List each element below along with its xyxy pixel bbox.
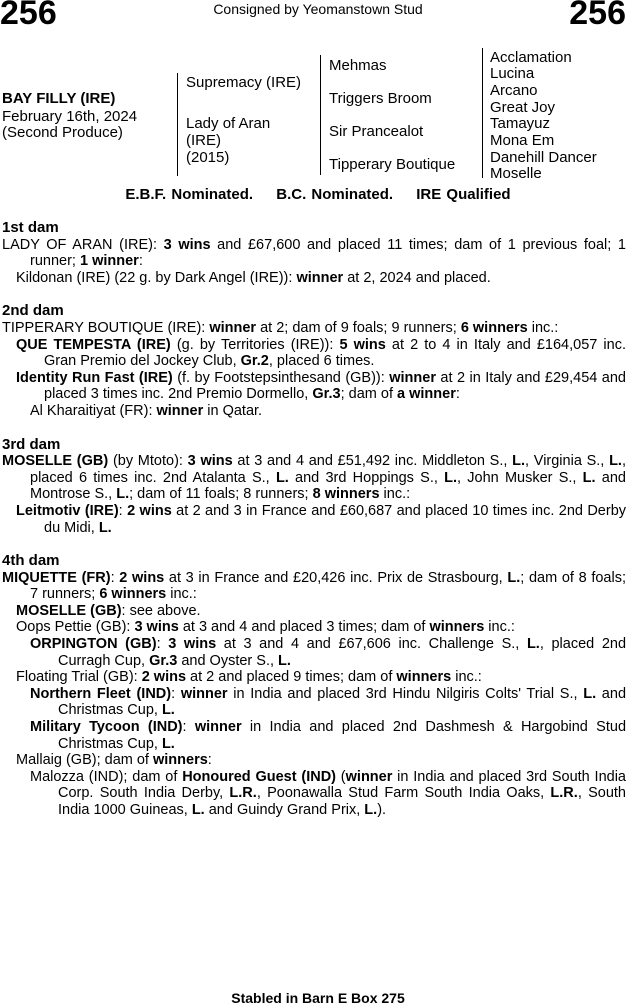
consignor: Consigned by Yeomanstown Stud: [213, 1, 423, 17]
dam-entry: [2, 603, 626, 620]
entry-text: :: [171, 685, 181, 702]
entry-text: :: [182, 719, 195, 736]
entry-bold-text: L.: [526, 636, 540, 653]
entry-text: at 2, 2024 and placed.: [343, 269, 491, 286]
entry-text: (: [336, 768, 346, 785]
entry-text: at 2; dam of 9 foals; 9 runners;: [256, 319, 461, 336]
pedigree-dam-line-3: (2015): [186, 149, 230, 166]
entry-text: ).: [377, 802, 387, 818]
dam-entry: [2, 769, 626, 819]
entry-bold-text: a winner: [397, 386, 456, 403]
pedigree-g3-1: Acclamation: [490, 49, 572, 66]
entry-text: and 3rd Hoppings S.,: [288, 469, 445, 486]
entry-bold-text: winner: [180, 685, 228, 702]
entry-text: ; dam of 11 foals; 8 runners;: [129, 486, 313, 503]
dam-entry: [2, 619, 626, 636]
dam-entry: [2, 337, 626, 370]
pedigree-g3-6: Mona Em: [490, 132, 555, 149]
section-gap: [2, 286, 626, 303]
entry-bold-text: L.: [278, 652, 291, 669]
entry-text: and Guindy Grand Prix,: [204, 802, 365, 818]
entry-text: , Virginia S.,: [525, 453, 610, 470]
dam-heading: 1st dam: [2, 219, 59, 236]
entry-bold-text: MOSELLE (GB): [16, 602, 122, 619]
dam-entry: [2, 237, 626, 270]
entry-bold-text: L.: [582, 469, 596, 486]
entry-text: inc.:: [484, 619, 515, 636]
entry-text: at 2 and 3 in France and £60,687 and placed 10 times inc. 2nd Derby du Midi,: [44, 502, 627, 536]
entry-text: :: [110, 569, 120, 586]
dam-heading: 4th dam: [2, 552, 60, 570]
entry-bold-text: L.: [364, 802, 378, 818]
dam-entry: [2, 320, 626, 337]
entry-bold-text: winner: [194, 719, 242, 736]
pedigree-sire: Supremacy (IRE): [186, 74, 302, 91]
pedigree-g2-sire-dam: Triggers Broom: [329, 90, 432, 107]
entry-bold-text: Gr.2: [240, 353, 269, 370]
nomination-ire: IRE Qualified: [416, 186, 511, 203]
entry-bold-text: Military Tycoon (IND): [30, 719, 183, 736]
entry-text: at 2 to 4 in Italy and £164,057 inc. Gran Premio del Jockey Club,: [44, 336, 626, 370]
entry-bold-text: QUE TEMPESTA (IRE): [16, 336, 171, 353]
entry-text: , South India 1000 Guineas,: [58, 785, 626, 818]
pedigree-g2-dam-dam: Tipperary Boutique: [329, 156, 456, 173]
lot-number-left: 256: [0, 0, 57, 32]
entry-text: at 2 in Italy and £29,454 and placed 3 times inc. 2nd Premio Dormello,: [44, 369, 626, 403]
entry-text: inc.:: [527, 319, 559, 336]
entry-bold-text: 3 wins: [168, 636, 217, 653]
entry-text: , placed 2nd Curragh Cup,: [58, 636, 627, 669]
horse-name: BAY FILLY (IRE): [2, 90, 116, 107]
pedigree-g3-7: Danehill Dancer: [490, 149, 597, 166]
entry-bold-text: winner: [209, 319, 257, 336]
entry-bold-text: winner: [156, 402, 204, 419]
entry-bold-text: 2 wins: [127, 502, 172, 519]
entry-text: ; dam of 8 foals; 7 runners;: [30, 569, 626, 603]
dam-entry: [2, 669, 626, 686]
entry-text: , placed 6 times.: [268, 353, 375, 370]
entry-bold-text: L.: [583, 685, 597, 702]
entry-text: in India and placed 3rd Hindu Nilgiris Colts' Trial S.,: [227, 685, 584, 702]
entry-bold-text: Gr.3: [149, 652, 178, 669]
entry-bold-text: winners: [396, 669, 452, 686]
dam-entry: [2, 270, 626, 287]
entry-bold-text: L.: [444, 469, 458, 486]
entry-bold-text: L.: [98, 519, 112, 536]
entry-text: Malozza (IND); dam of: [30, 768, 183, 785]
entry-text: :: [138, 253, 143, 270]
entry-bold-text: L.: [161, 702, 175, 719]
entry-text: and Oyster S.,: [177, 652, 279, 669]
entry-text: at 3 in France and £20,426 inc. Prix de Strasbourg,: [164, 569, 508, 586]
catalogue-body: [2, 220, 626, 819]
entry-bold-text: L.: [116, 486, 130, 503]
entry-text: in India and placed 3rd South India Corp. South India Derby,: [58, 768, 626, 802]
entry-bold-text: 5 wins: [339, 336, 386, 353]
entry-text: , placed 6 times inc. 2nd Atalanta S.,: [30, 453, 626, 486]
dam-entry: [2, 370, 626, 403]
entry-bold-text: Honoured Guest (IND): [182, 768, 336, 785]
entry-bold-text: 6 winners: [460, 319, 528, 336]
entry-text: , Poonawalla Stud Farm South India Oaks,: [256, 785, 551, 802]
entry-text: (by Mtoto):: [108, 453, 188, 470]
entry-bold-text: MOSELLE (GB): [2, 453, 109, 470]
pedigree-bracket-1: [177, 73, 178, 176]
pedigree-g3-2: Lucina: [490, 65, 535, 82]
stabling-note: Stabled in Barn E Box 275: [231, 990, 405, 1006]
entry-text: , John Musker S.,: [457, 469, 583, 486]
dam-entry: [2, 453, 626, 503]
pedigree-dam-line-1: Lady of Aran: [186, 115, 271, 132]
pedigree-bracket-3: [482, 48, 483, 178]
entry-bold-text: winners: [153, 752, 208, 769]
entry-bold-text: winners: [429, 619, 485, 636]
entry-bold-text: Leitmotiv (IRE): [16, 502, 119, 519]
nominations: [0, 186, 636, 203]
entry-text: in Qatar.: [203, 402, 263, 419]
entry-bold-text: 2 wins: [119, 569, 165, 586]
entry-bold-text: 3 wins: [187, 453, 233, 470]
entry-bold-text: L.R.: [229, 785, 257, 802]
entry-bold-text: 2 wins: [141, 669, 187, 686]
entry-text: inc.:: [451, 669, 482, 686]
entry-text: and Montrose S.,: [30, 469, 626, 503]
produce-note: (Second Produce): [2, 124, 123, 141]
entry-bold-text: ORPINGTON (GB): [30, 636, 157, 653]
entry-text: Mallaig (GB); dam of: [16, 752, 153, 769]
entry-bold-text: 1 winner: [79, 253, 139, 270]
entry-text: ; dam of: [340, 386, 398, 403]
pedigree-g3-4: Great Joy: [490, 99, 556, 116]
pedigree-dam-line-2: (IRE): [186, 132, 221, 149]
entry-bold-text: winner: [389, 369, 436, 386]
entry-text: TIPPERARY BOUTIQUE (IRE):: [2, 319, 210, 336]
dam-entry: [2, 503, 626, 536]
pedigree-g3-3: Arcano: [490, 82, 538, 99]
dam-entry: [2, 570, 626, 603]
entry-bold-text: MIQUETTE (FR): [2, 569, 111, 586]
section-gap: [2, 536, 626, 553]
dam-entry: [2, 719, 626, 752]
entry-bold-text: Gr.3: [312, 386, 341, 403]
entry-text: : see above.: [121, 602, 201, 619]
dam-heading: 2nd dam: [2, 302, 64, 320]
entry-text: :: [118, 502, 128, 519]
entry-text: :: [156, 636, 169, 653]
entry-bold-text: 6 winners: [99, 586, 167, 603]
entry-text: LADY OF ARAN (IRE):: [2, 236, 164, 253]
entry-text: (g. by Territories (IRE)):: [170, 336, 340, 353]
pedigree-bracket-2: [320, 55, 321, 175]
entry-bold-text: L.: [507, 569, 521, 586]
section-gap: [2, 420, 626, 437]
entry-text: in India and placed 2nd Dashmesh & Hargobind Stud Christmas Cup,: [58, 719, 627, 752]
entry-text: and Christmas Cup,: [58, 685, 627, 719]
nomination-ebf: E.B.F. Nominated.: [125, 186, 254, 203]
entry-text: Oops Pettie (GB):: [16, 619, 135, 636]
entry-bold-text: L.: [275, 469, 289, 486]
entry-bold-text: 3 wins: [134, 619, 179, 636]
pedigree-g2-sire-sire: Mehmas: [329, 57, 387, 74]
entry-bold-text: L.: [512, 453, 526, 470]
entry-text: at 3 and 4 and £67,606 inc. Challenge S.,: [216, 636, 527, 653]
nomination-bc: B.C. Nominated.: [276, 186, 394, 203]
lot-number-right: 256: [569, 0, 626, 32]
entry-text: inc.:: [166, 586, 197, 603]
entry-bold-text: L.: [161, 735, 175, 752]
entry-bold-text: Identity Run Fast (IRE): [16, 369, 173, 386]
pedigree-g3-8: Moselle: [490, 165, 542, 182]
pedigree-g2-dam-sire: Sir Prancealot: [329, 123, 424, 140]
entry-text: Al Kharaitiyat (FR):: [30, 402, 157, 419]
entry-bold-text: 8 winners: [312, 486, 380, 503]
entry-text: Kildonan (IRE) (22 g. by Dark Angel (IRE)):: [16, 269, 297, 286]
entry-text: at 3 and 4 and placed 3 times; dam of: [178, 619, 430, 636]
entry-text: inc.:: [379, 486, 411, 503]
entry-bold-text: Northern Fleet (IND): [30, 685, 172, 702]
entry-bold-text: L.: [191, 802, 205, 818]
entry-bold-text: L.R.: [550, 785, 578, 802]
dam-entry: [2, 636, 626, 669]
dam-entry: [2, 686, 626, 719]
entry-bold-text: 3 wins: [163, 236, 211, 253]
entry-text: and £67,600 and placed 11 times; dam of 1 previous foal; 1 runner;: [30, 236, 626, 270]
pedigree-g3-5: Tamayuz: [490, 115, 551, 132]
entry-bold-text: winner: [345, 768, 393, 785]
entry-text: :: [455, 386, 460, 403]
entry-text: :: [207, 752, 212, 769]
entry-bold-text: winner: [296, 269, 344, 286]
entry-text: Floating Trial (GB):: [16, 669, 142, 686]
entry-text: at 2 and placed 9 times; dam of: [186, 669, 397, 686]
entry-text: (f. by Footstepsinthesand (GB)):: [172, 369, 390, 386]
dam-heading: 3rd dam: [2, 435, 61, 453]
entry-bold-text: L.: [609, 453, 622, 470]
entry-text: at 3 and 4 and £51,492 inc. Middleton S.,: [232, 453, 513, 470]
dam-entry: [2, 752, 626, 769]
foaled-date: February 16th, 2024: [2, 108, 138, 125]
dam-entry: [2, 403, 626, 420]
